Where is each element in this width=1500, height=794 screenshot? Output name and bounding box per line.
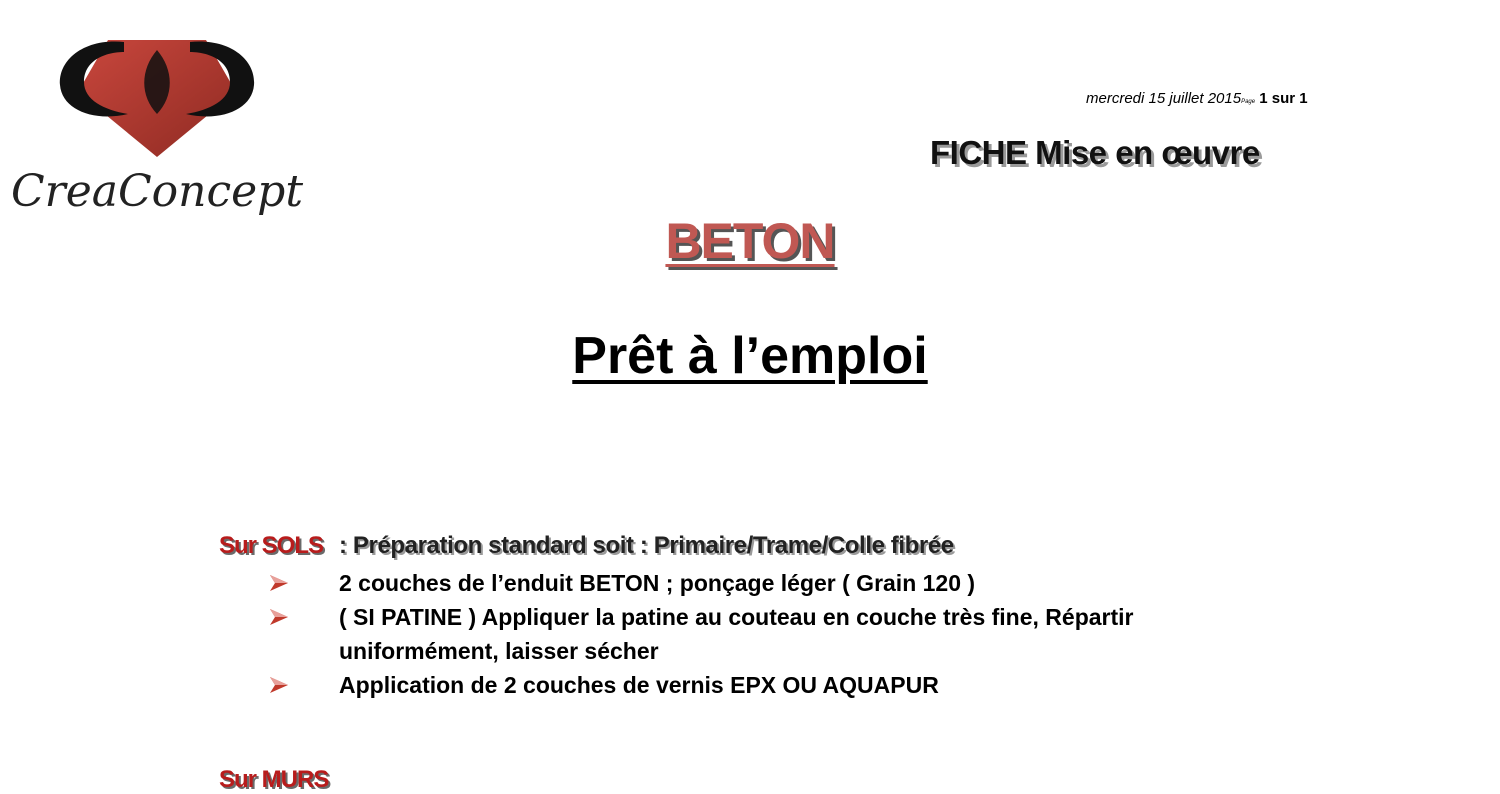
arrowhead-bullet-icon [269, 607, 289, 627]
section-label: Sur SOLS [219, 532, 324, 559]
list-item [219, 668, 1199, 702]
section-label: Sur MURS [219, 766, 329, 793]
step-text: ( SI PATINE ) Appliquer la patine au couteau en couche très fine, Répartir uniformément, laisser sécher [339, 604, 1134, 664]
page-word: Page [1241, 99, 1256, 105]
svg-text:CreaConcept: CreaConcept [11, 166, 303, 217]
product-subtitle: Prêt à l’emploi [572, 327, 928, 385]
step-text: 2 couches de l’enduit BETON ; ponçage léger ( Grain 120 ) [339, 570, 976, 596]
creaconcept-logo [11, 30, 303, 220]
list-item [219, 600, 1199, 668]
product-title: BETON [665, 213, 835, 269]
arrowhead-bullet-icon [269, 573, 289, 593]
step-text: Application de 2 couches de vernis EPX OU AQUAPUR [339, 672, 939, 698]
document-date-line [1086, 90, 1308, 107]
arrowhead-bullet-icon [269, 675, 289, 695]
page-count: 1 sur 1 [1259, 90, 1308, 107]
section-heading [219, 532, 1199, 560]
sheet-title: FICHE Mise en œuvre [930, 134, 1260, 171]
section-sols [219, 532, 1199, 702]
document-date: mercredi 15 juillet 2015 [1086, 90, 1242, 107]
list-item [219, 566, 1199, 600]
section-murs [219, 766, 328, 794]
section-description: : Préparation standard soit : Primaire/Trame/Colle fibrée [339, 532, 954, 559]
creaconcept-logo-graphic [11, 30, 303, 220]
steps-list [219, 566, 1199, 702]
